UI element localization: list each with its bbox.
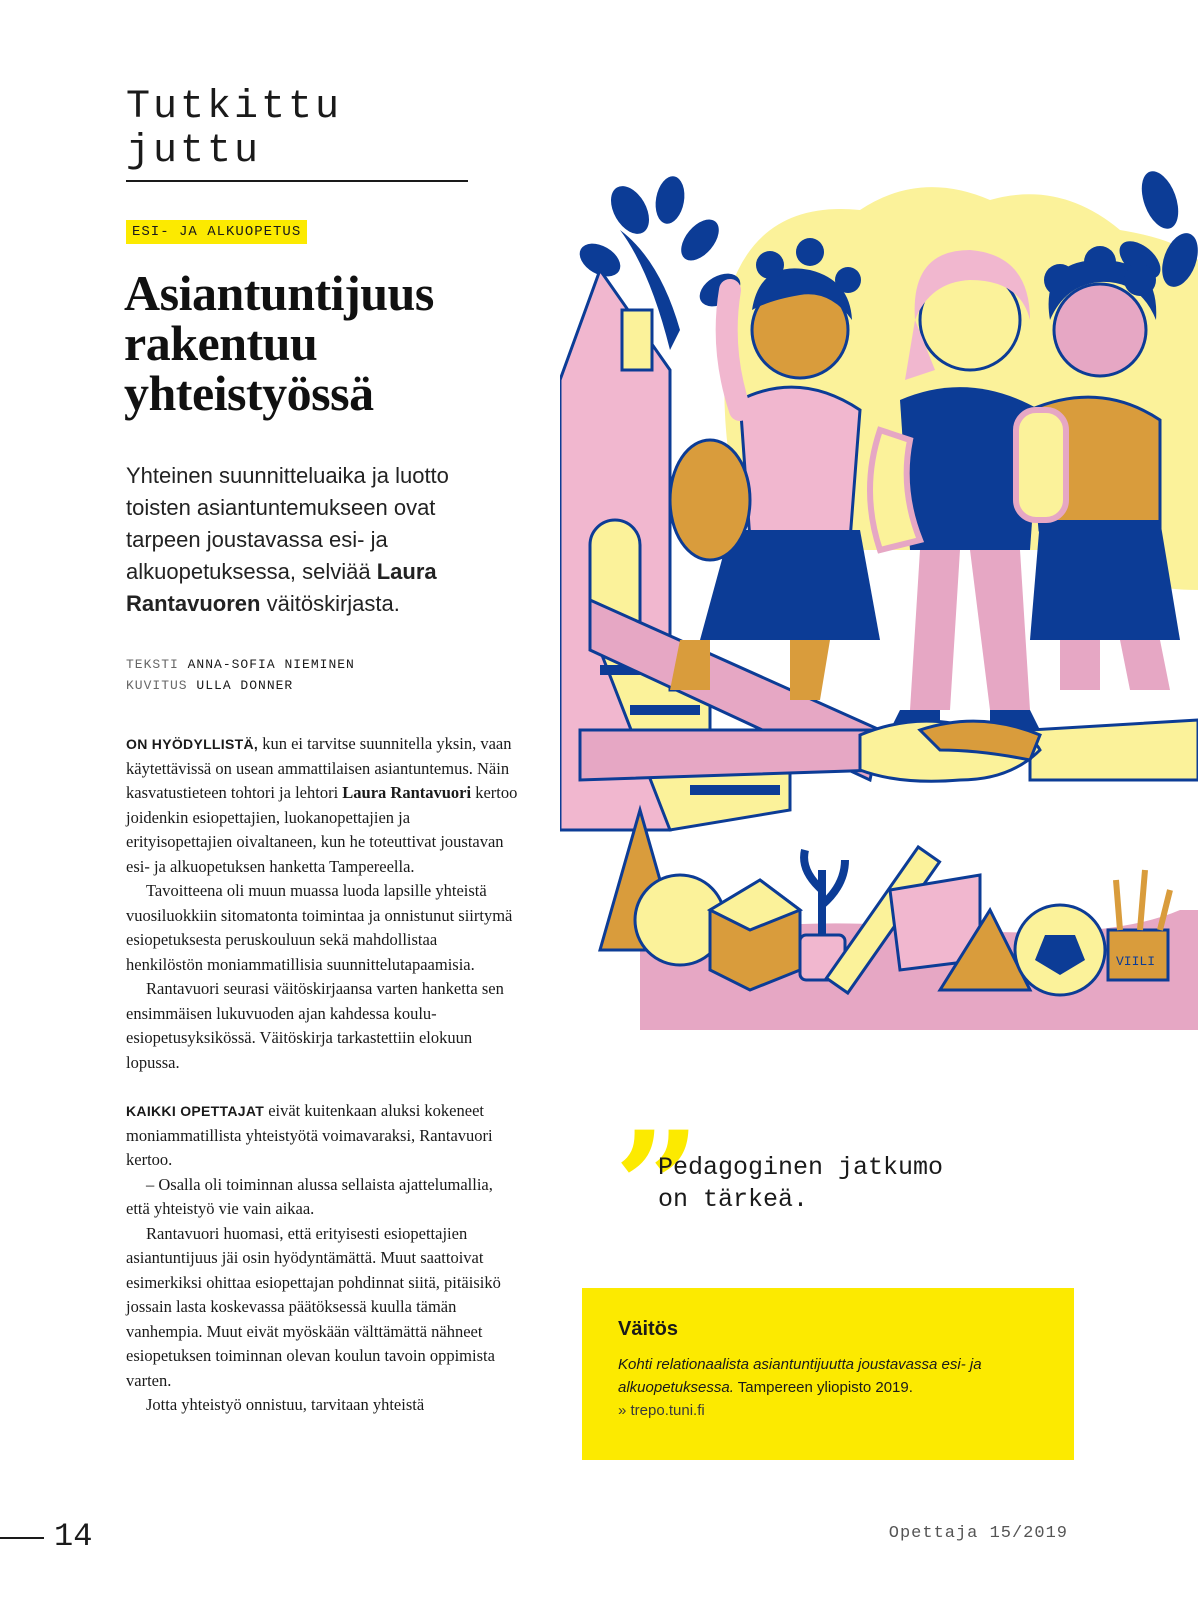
viili-label: VIILI [1116, 954, 1156, 969]
publisher: Tampereen yliopisto 2019. [733, 1379, 913, 1396]
credit-role: TEKSTI [126, 657, 179, 672]
box-reference [618, 1353, 1038, 1399]
article-body [126, 732, 518, 1418]
headline-line: rakentuu [124, 315, 318, 371]
headline-line: Asiantuntijuus [124, 265, 434, 321]
quote-line: on tärkeä. [658, 1185, 809, 1214]
headline-line: yhteistyössä [124, 365, 374, 421]
box-title: Väitös [618, 1318, 679, 1340]
quote-line: Pedagoginen jatkumo [658, 1153, 944, 1182]
lead-in: KAIKKI OPETTAJAT [126, 1103, 265, 1119]
arm-left [580, 730, 880, 780]
lead-paragraph [126, 460, 486, 620]
building-window [622, 310, 652, 370]
article-headline [124, 265, 524, 421]
credits [126, 654, 355, 696]
lead-in: ON HYÖDYLLISTÄ, [126, 736, 259, 752]
body-paragraph: Rantavuori seurasi väitöskirjaansa varten hanketta sen ensimmäisen lukuvuoden ajan kahdessa koulu-esiopetusyksikössä. Väitöskirja tarkastettiin elokuun lopussa. [126, 979, 504, 1072]
pull-quote [614, 1099, 1034, 1275]
credit-author: ANNA-SOFIA NIEMINEN [187, 657, 355, 672]
body-paragraph [126, 1099, 518, 1173]
category-tag: ESI- JA ALKUOPETUS [126, 220, 307, 244]
arm-right [1030, 720, 1198, 780]
body-text: eivät kuitenkaan aluksi kokeneet moniammatillista yhteistyötä voimavaraksi, Rantavuori kertoo. [126, 1101, 493, 1169]
quote-text [658, 1152, 943, 1216]
lead-text-end: väitöskirjasta. [260, 591, 400, 616]
pot-plant [804, 850, 845, 935]
body-paragraph: Rantavuori huomasi, että erityisesti esiopettajien asiantuntijuus jäi osin hyödyntämättä. Muut saattoivat esimerkiksi ohittaa esiopettajan pohdinnat siitä, pitäisikö jossain lasta koskevassa päätöksessä kuulla tämän vanhempia. Muut eivät myöskään välttämättä nähneet esiopetuksen toiminnan olevan koulun tavoin oppimista varten. [126, 1223, 501, 1390]
children-handshake-illustration [560, 170, 1198, 1090]
section-title: Tutkittu juttu [126, 86, 468, 182]
magazine-issue: Opettaja 15/2019 [888, 1524, 1068, 1543]
credit-role: KUVITUS [126, 678, 188, 693]
body-paragraph: Jotta yhteistyö onnistuu, tarvitaan yhteistä [146, 1395, 425, 1414]
trepo-link[interactable]: » trepo.tuni.fi [618, 1402, 705, 1419]
credit-illustrator: ULLA DONNER [196, 678, 294, 693]
lead-text: Yhteinen suunnitteluaika ja luotto toisten asiantuntemukseen ovat tarpeen joustavassa esi- ja alkuopetuksessa, selviää [126, 463, 449, 584]
lead-name: Laura Rantavuoren [126, 559, 437, 616]
body-paragraph: – Osalla oli toiminnan alussa sellaista ajattelumallia, että yhteistyö vie vain aikaa. [126, 1174, 493, 1218]
page-number: 14 [54, 1518, 93, 1555]
quote-mark-icon: ” [614, 1099, 701, 1275]
footer-rule [0, 1537, 44, 1539]
dissertation-info-box [582, 1288, 1074, 1460]
person-name: Laura Rantavuori [342, 783, 472, 802]
body-text: kertoo joidenkin esiopettajien, luokanopettajien ja erityisopettajien oivaltaneen, kun he toteuttivat joustavan esi- ja alkuopetuksen hanketta Tampereella. [126, 783, 518, 876]
child-left [670, 238, 880, 700]
body-text: kun ei tarvitse suunnitella yksin, vaan käytettävissä on usean ammattilaisen asiantuntemus. Näin kasvatustieteen tohtori ja lehtori [126, 734, 512, 802]
body-paragraph: Tavoitteena oli muun muassa luoda lapsille yhteistä vuosiluokkiin sitomatonta toimintaa ja onnistunut siirtymä esiopetuksesta peruskouluun sekä mahdollistaa henkilöstön moniammatillisia suunnittelutapaamisia. [126, 881, 513, 974]
body-paragraph [126, 732, 518, 879]
dissertation-title: Kohti relationaalista asiantuntijuutta joustavassa esi- ja alkuopetuksessa. [618, 1356, 982, 1396]
